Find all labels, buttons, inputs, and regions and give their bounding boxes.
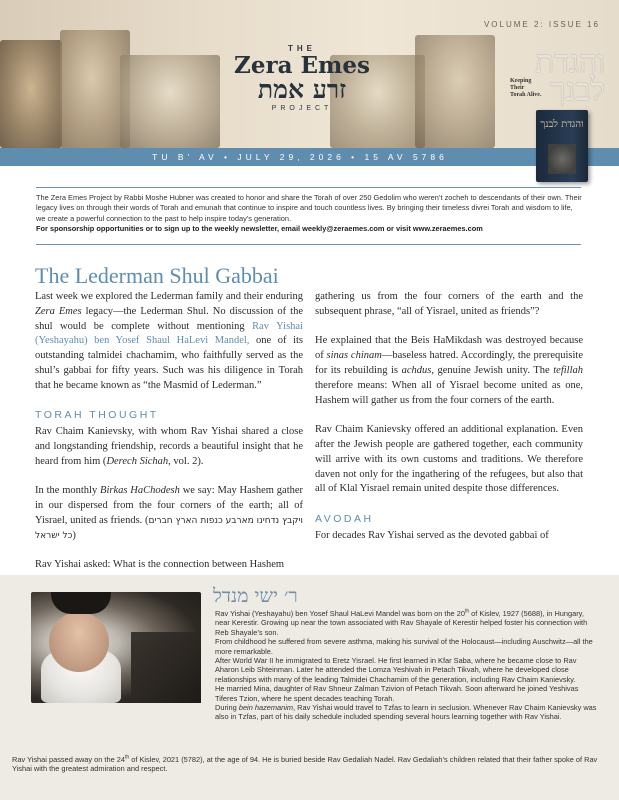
section-heading-avodah: AVODAH (315, 512, 374, 525)
paragraph: For decades Rav Yishai served as the devoted gabbai of (315, 529, 549, 541)
bio-name-hebrew: ר׳ ישי מנדל (213, 585, 298, 607)
zera-emes-logo (232, 44, 372, 112)
paragraph: Rav Yishai asked: What is the connection between Hashem (35, 559, 285, 571)
logo-project: PROJECT (271, 105, 333, 112)
bio-paragraph: From childhood he suffered from severe asthma, making his survival of the Holocaust—including Auschwitz—all the more remarkable. (215, 637, 593, 656)
section-heading-torah-thought: TORAH THOUGHT (35, 409, 159, 422)
masthead (0, 0, 619, 148)
article-title: The Lederman Shul Gabbai (35, 263, 279, 288)
bio-paragraph: He married Mina, daughter of Rav Shneur Zalman Tzivion of Petach Tikvah. Soon afterward he joined Yeshivas Tiferes Tzion, where he spent decades teaching Torah. (215, 684, 579, 703)
bio-paragraph: During bein hazemanim, Rav Yishai would travel to Tzfas to learn in seclusion. Whenever Rav Chaim Kanievsky was also in Tzfas, part of his daily schedule included spending several hours learning together with Rav Yishai. (215, 703, 597, 722)
logo-name: Zera Emes (234, 52, 370, 79)
volume-issue: VOLUME 2: ISSUE 16 (483, 20, 600, 29)
book-cover-photo (548, 144, 576, 174)
contact-line: For sponsorship opportunities or to sign up to the weekly newsletter, email weekly@zeraemes.com or visit www.zeraemes.com (36, 224, 483, 234)
bio-paragraph-final: Rav Yishai passed away on the 24th of Kislev, 2021 (5782), at the age of 94. He is buried beside Rav Gedaliah Nadel. Rav Gedaliah’s children related that their father spoke of Rav Yishai with the greatest admiration and respect. (12, 754, 598, 774)
paragraph: Rav Chaim Kanievsky offered an additional explanation. Even after the Jewish people are gathered together, each community will arrive with its own customs and traditions. We therefore daven not only for the ingathering of the refugees, but also that all of Klal Yisrael remain united despite those differences. (315, 424, 583, 495)
bio-paragraph: After World War II he immigrated to Eretz Yisrael. He first learned in Kfar Saba, where he became close to Rav Aharon Leib Shteinman. Later he attended the Lomza Yeshivah in Petach Tikvah, where he developed close relationships with many of the leading Talmidei Chachamim of the generation, including Rav Chaim Kanievsky. (215, 656, 577, 684)
date-line: TU B’ AV • JULY 29, 2026 • 15 AV 5786 (152, 152, 448, 162)
logo-hebrew: זרע אמת (257, 75, 347, 104)
paragraph: In the monthly Birkas HaChodesh we say: May Hashem gather in our dispersed from the four corners of the earth; all of Yisrael, united as friends. (ויקבץ נדחינו מארבע כנפות הארץ חברים כל ישראל) (35, 485, 304, 541)
portrait-photo (31, 592, 201, 703)
divider (36, 187, 581, 188)
logo-the: THE (288, 44, 316, 53)
honoree-name: Rav Yishai (Yeshayahu) ben Yosef Shaul HaLevi Mandel, (35, 320, 304, 347)
paragraph: Last week we explored the Lederman family and their enduring Zera Emes legacy—the Lederman Shul. No discussion of the shul would be complete without mentioning Rav Yishai (Yeshayahu) ben Yosef Shaul HaLevi Mandel, one of its outstanding talmidei chachamim, who faithfully served as the shul’s gabbai for fifty years. Such was his diligence in Torah that he became known as “the Masmid of Lederman.” (35, 291, 304, 391)
book-cover (536, 110, 588, 182)
archival-photo (415, 35, 495, 148)
bio-paragraph: Rav Yishai (Yeshayahu) ben Yosef Shaul HaLevi Mandel was born on the 20th of Kislev, 1927 (5688), in Hungary, near Kerestir. Growing up near the town associated with Rav Shayale of Kerestir helped foster his connection with Reb Shayale’s son. (215, 608, 588, 637)
paragraph: Rav Chaim Kanievsky, with whom Rav Yishai shared a close and longstanding friendship, records a beautiful insight that he heard from him (Derech Sichah, vol. 2). (35, 426, 303, 467)
biography-panel (0, 575, 619, 800)
article-column-right (315, 290, 583, 544)
bio-text (215, 609, 600, 722)
date-band (0, 148, 619, 166)
book-tagline: Keeping Their Torah Alive. (510, 78, 542, 98)
book-cover-title: והגדת לבנך (540, 119, 584, 130)
paragraph: He explained that the Beis HaMikdash was destroyed because of sinas chinam—baseless hatred. Accordingly, the prerequisite for its rebuilding is achdus, genuine Jewish unity. The tefillah therefore means: When all of Yisrael become united as one, Hashem will gather us from the four corners of the earth. (315, 335, 584, 406)
book-title-hebrew: והגדת לבנך (535, 44, 605, 108)
archival-photo (120, 55, 220, 148)
archival-photo (0, 40, 62, 148)
intro-text: The Zera Emes Project by Rabbi Moshe Hubner was created to honor and share the Torah of over 250 Gedolim who weren’t zocheh to descendants of their own. Their legacy lives on through their words of Torah and emunah that continue to inspire and touch countless lives. By bringing their timeless divrei Torah and wisdom to life, we create a powerful connection to the past to help inspire today’s generation. For sponsorship opportunities or to sign up to the weekly newsletter, email weekly@zeraemes.com or visit www.zeraemes.com (36, 193, 584, 235)
paragraph: gathering us from the four corners of the earth and the subsequent phrase, “all of Yisrael, united as friends”? (315, 291, 583, 317)
hebrew-quote: ויקבץ נדחינו מארבע כנפות הארץ חברים כל ישראל (35, 515, 303, 541)
divider (36, 244, 581, 245)
article-column-left (35, 290, 303, 573)
